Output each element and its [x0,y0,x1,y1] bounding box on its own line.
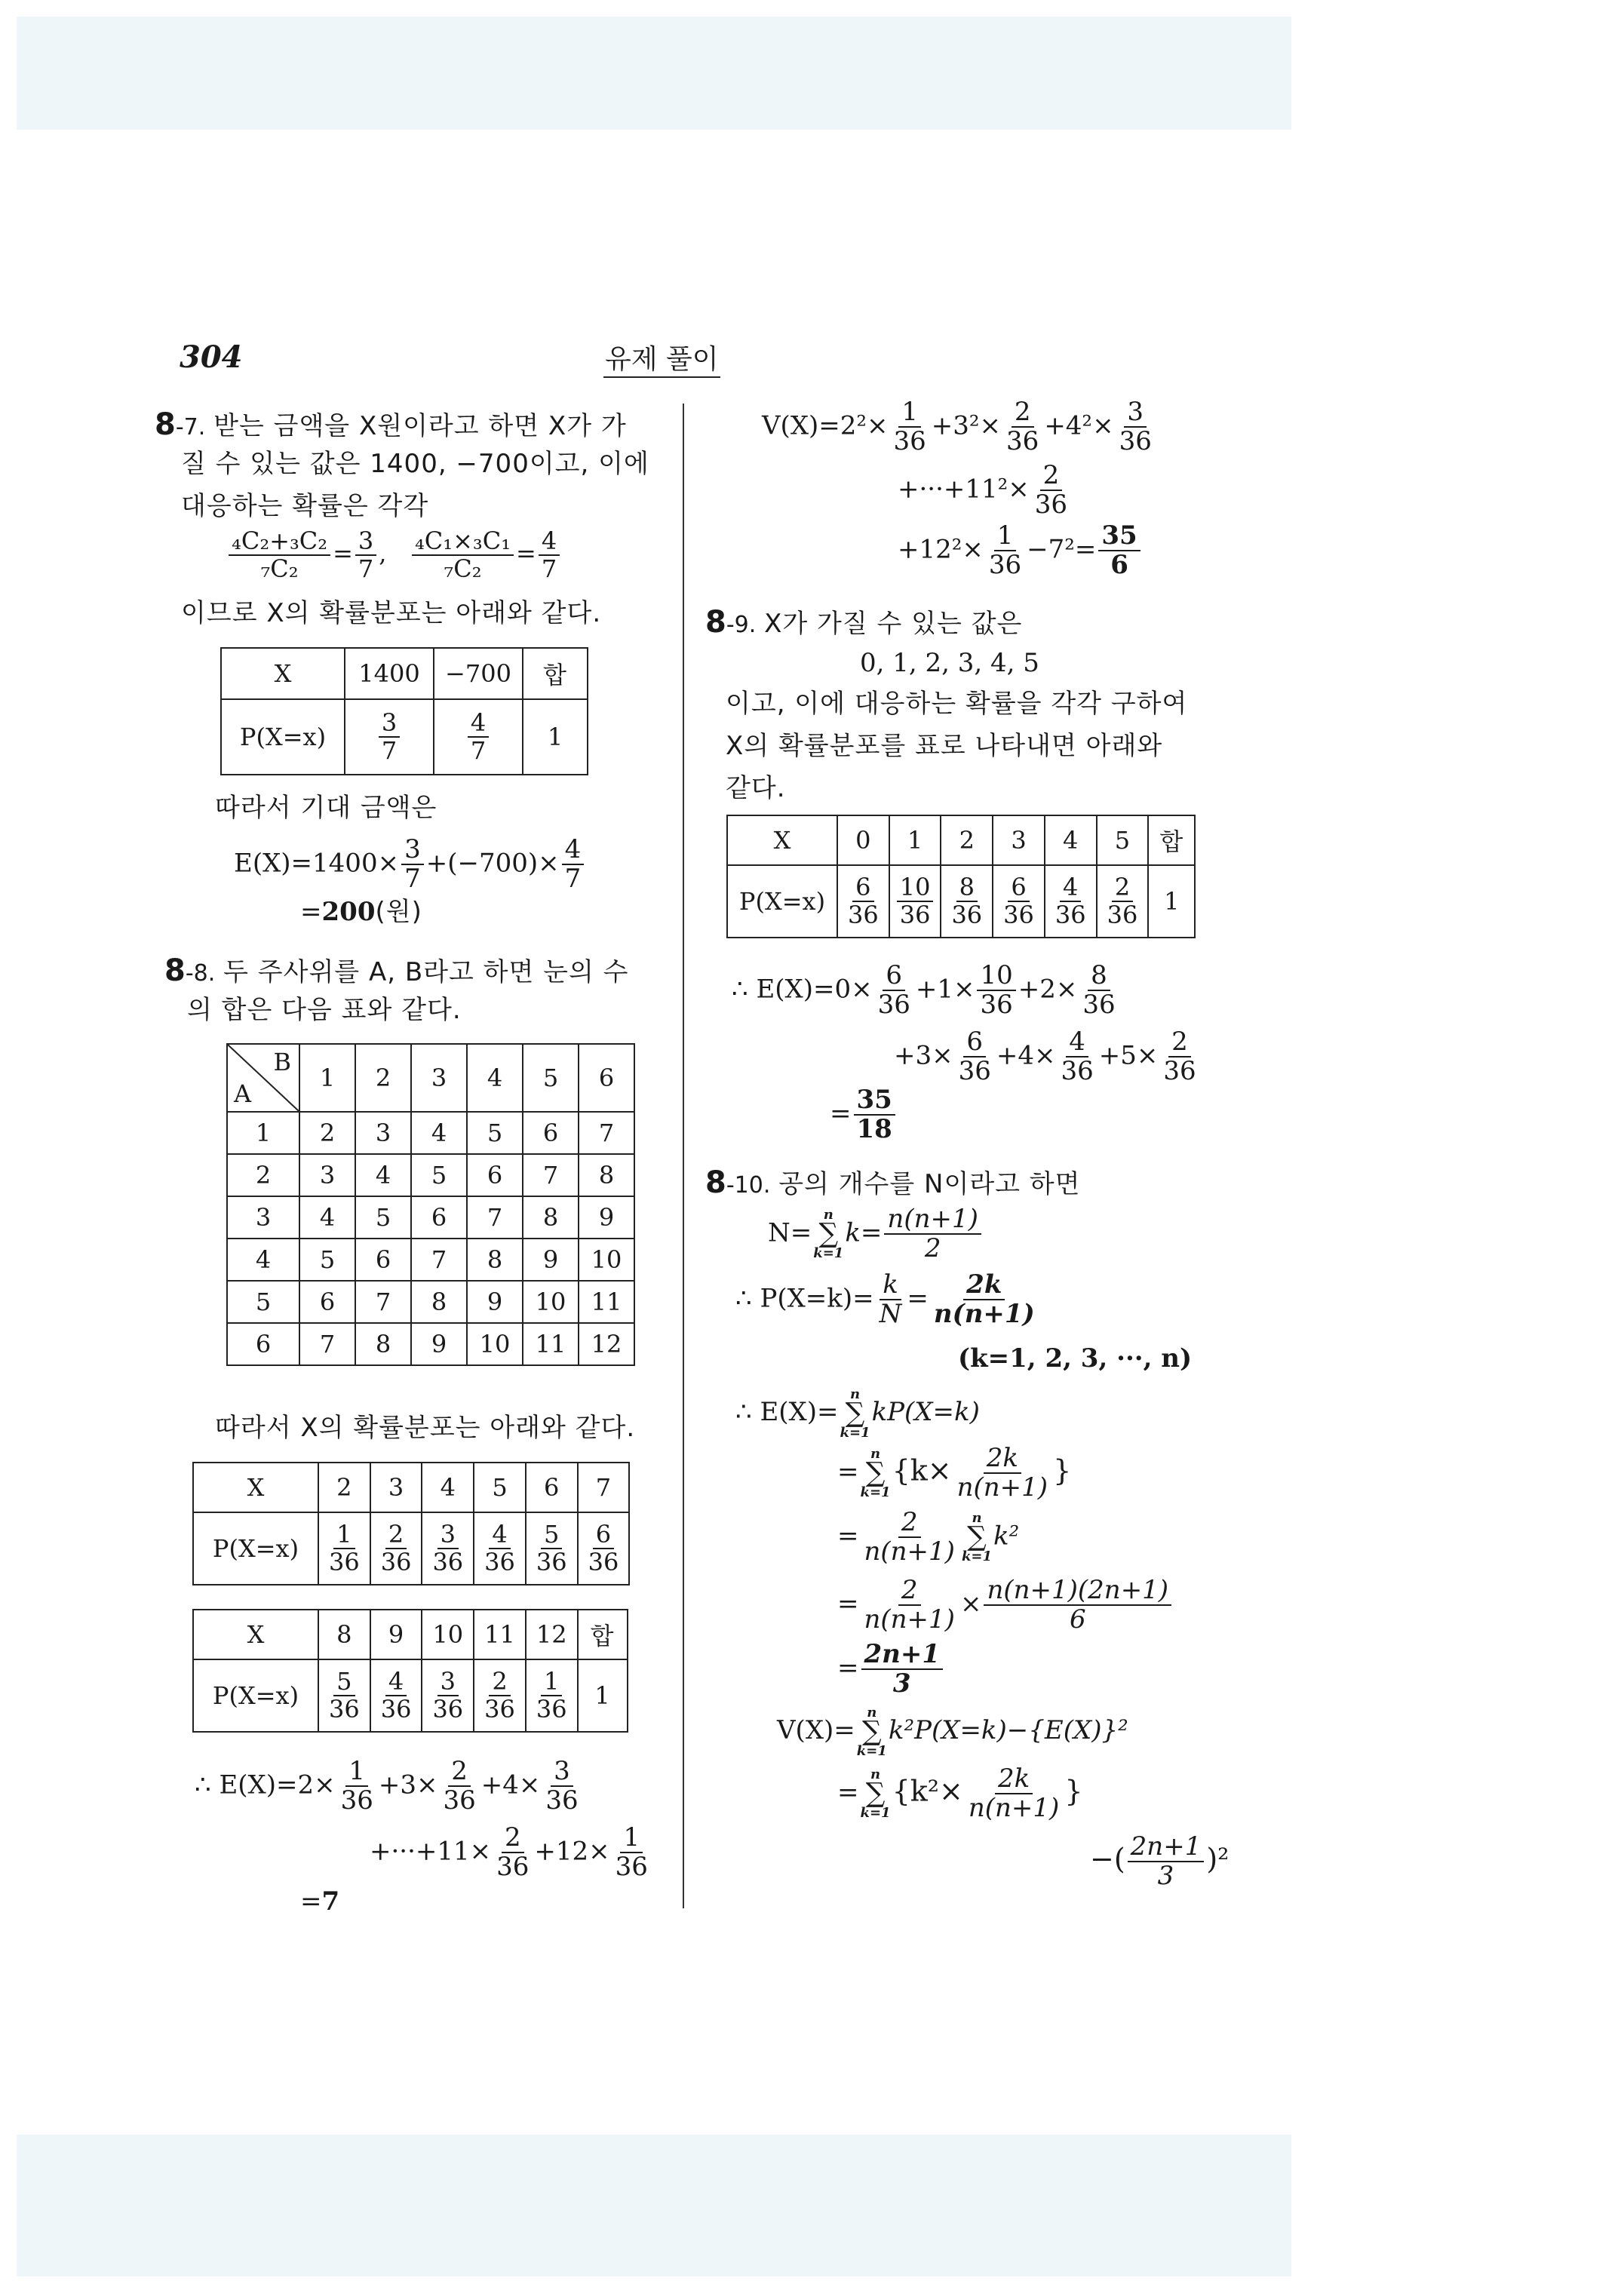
sum-cell: 9 [411,1323,467,1365]
table-cell: 합 [1148,815,1195,865]
sum-cell: 9 [579,1196,634,1239]
problem-8-9-values: 0, 1, 2, 3, 4, 5 [860,648,1039,678]
sum-cell: 7 [579,1112,634,1154]
corner-label-a: A [234,1079,252,1108]
table-row [193,1463,629,1512]
fraction: $\frac{4}{7}$ [539,528,560,582]
text: X가 가질 수 있는 값은 [764,609,1023,639]
section-title: 유제 풀이 [603,338,720,378]
sum-cell: 6 [467,1154,523,1196]
sum-cell: 11 [579,1281,634,1323]
table-cell: 2 [318,1463,370,1512]
table-cell: P(X=x) [193,1512,318,1585]
expected-value-8-10-eq-3: = $\frac{2}{n(n+1)}$ n ∑ k=1 k² [837,1507,1020,1567]
table-cell: $\frac{3}{7}$ [345,699,434,775]
table-cell: 4 [1045,815,1097,865]
sum-cell: 5 [467,1112,523,1154]
table-row [727,815,1195,865]
sum-cell: 8 [467,1239,523,1281]
problem-8-8-line-2: 의 합은 다음 표와 같다. [187,995,462,1025]
table-cell: $\frac{1}{36}$ [526,1659,578,1732]
problem-sub: -10. [726,1172,771,1199]
table-row [193,1512,629,1585]
problem-number: 8 [705,605,726,640]
expected-value-8-8-eq-1: ∴ E(X)=2× $\frac{1}{36}$ +3× $\frac{2}{36}$ +4× $\frac{3}{36}$ [195,1756,579,1816]
table-row [227,1281,634,1323]
row-header-a: 1 [227,1112,299,1154]
row-header-a: 2 [227,1154,299,1196]
table-cell: 1 [578,1659,628,1732]
table-cell: 7 [578,1463,630,1512]
prob-table-8-8-part-1 [192,1462,630,1585]
table-cell: P(X=x) [221,699,345,775]
top-scan-band [17,17,1291,130]
fraction: $\frac{\text{₄C₂+₃C₂}}{\text{₇C₂}}$ [229,528,330,582]
table-cell: 10 [422,1610,474,1659]
sum-cell: 3 [299,1154,355,1196]
variance-8-10-eq-3: −( $\frac{2n+1}{3}$ )² [1090,1831,1230,1892]
sum-cell: 7 [355,1281,411,1323]
sum-cell: 5 [355,1196,411,1239]
column-header-b: 5 [523,1044,579,1112]
dice-sum-table [226,1043,635,1366]
table-cell: $\frac{6}{36}$ [578,1512,630,1585]
variance-8-10-eq-1: V(X)= n ∑ k=1 k²P(X=k)−{E(X)}² [777,1705,1128,1760]
problem-8-8-line-1 [164,952,628,990]
fraction: $\frac{\text{₄C₁×₃C₁}}{\text{₇C₂}}$ [412,528,514,582]
expected-value-8-8-eq-3: =7 [300,1886,340,1917]
probability-formula: ∴ P(X=k)= $\frac{k}{N}$ = $\frac{2k}{n(n+1)}$ [735,1269,1035,1330]
problem-8-10-line-1 [705,1164,1081,1202]
table-cell: 합 [523,648,588,699]
column-header-b: 3 [411,1044,467,1112]
table-cell: $\frac{3}{36}$ [422,1512,474,1585]
table-cell: 3 [993,815,1045,865]
sum-cell: 8 [411,1281,467,1323]
table-cell: $\frac{2}{36}$ [370,1512,422,1585]
table-cell: $\frac{6}{36}$ [837,865,889,938]
column-divider [683,404,684,1908]
prob-table-8-9 [726,815,1196,938]
sum-cell: 5 [411,1154,467,1196]
sum-cell: 7 [411,1239,467,1281]
sum-cell: 6 [355,1239,411,1281]
sum-cell: 7 [523,1154,579,1196]
sum-cell: 4 [411,1112,467,1154]
table-cell: −700 [434,648,523,699]
table-cell: $\frac{4}{36}$ [1045,865,1097,938]
table-cell: $\frac{4}{7}$ [434,699,523,775]
table-cell: X [193,1610,318,1659]
row-header-a: 4 [227,1239,299,1281]
sum-cell: 5 [299,1239,355,1281]
table-cell: 12 [526,1610,578,1659]
expected-value-8-9-eq-3: = $\frac{35}{18}$ [830,1086,898,1144]
sum-cell: 6 [411,1196,467,1239]
sum-cell: 6 [523,1112,579,1154]
sum-cell: 9 [523,1239,579,1281]
expected-value-8-9-eq-1: ∴ E(X)=0× $\frac{6}{36}$ +1× $\frac{10}{36}$ +2× $\frac{8}{36}$ [732,960,1116,1021]
row-header-a: 5 [227,1281,299,1323]
table-cell: $\frac{2}{36}$ [474,1659,526,1732]
table-cell: $\frac{2}{36}$ [1097,865,1149,938]
combination-fractions: $\frac{\text{₄C₂+₃C₂}}{\text{₇C₂}}$ = $\frac{3}{7}$ , $\frac{\text{₄C₁×₃C₁}}{\text{₇C₂}}$ = $\frac{4}{7}$ [226,528,562,582]
problem-8-9-line-4: 같다. [726,773,786,803]
problem-sub: -8. [185,960,216,987]
page-number: 304 [180,339,243,375]
n-formula: N= n ∑ k=1 k= $\frac{n(n+1)}{2}$ [768,1205,984,1263]
table-cell: 0 [837,815,889,865]
problem-number: 8 [155,407,176,442]
problem-8-9-line-3: X의 확률분포를 표로 나타내면 아래와 [726,731,1163,761]
table-cell: P(X=x) [193,1659,318,1732]
prob-table-8-8-part-2 [192,1609,628,1733]
table-cell: X [193,1463,318,1512]
expected-value-eq-2: =200(원) [300,897,422,927]
expected-value-eq-1: E(X)=1400× $\frac{3}{7}$ +(−700)× $\frac{4}{7}$ [234,836,586,894]
variance-8-10-eq-2: = n ∑ k=1 {k²× $\frac{2k}{n(n+1)}$ } [837,1763,1083,1824]
k-range: (k=1, 2, 3, ···, n) [958,1343,1193,1374]
table-cell: 1 [1148,865,1195,938]
variance-8-8-eq-3: +12²× $\frac{1}{36}$ −7²= $\frac{35}{6}$ [898,522,1143,580]
column-header-b: 2 [355,1044,411,1112]
problem-number: 8 [705,1165,726,1200]
table-cell: $\frac{4}{36}$ [370,1659,422,1732]
problem-8-7-line-5: 따라서 기대 금액은 [215,793,437,823]
problem-number: 8 [164,953,186,988]
sum-cell: 8 [579,1154,634,1196]
table-row [727,865,1195,938]
table-cell: $\frac{5}{36}$ [526,1512,578,1585]
table-cell: 11 [474,1610,526,1659]
sum-cell: 4 [355,1154,411,1196]
sum-cell: 6 [299,1281,355,1323]
table-cell: 5 [474,1463,526,1512]
sum-cell: 10 [579,1239,634,1281]
table-cell: $\frac{1}{36}$ [318,1512,370,1585]
variance-8-8-eq-2: +···+11²× $\frac{2}{36}$ [898,460,1068,520]
sum-cell: 8 [355,1323,411,1365]
table-cell: $\frac{4}{36}$ [474,1512,526,1585]
problem-8-9-line-1 [705,603,1022,641]
expected-value-8-10-eq-2: = n ∑ k=1 {k× $\frac{2k}{n(n+1)}$ } [837,1443,1072,1503]
table-cell: $\frac{6}{36}$ [993,865,1045,938]
table-cell: 6 [526,1463,578,1512]
problem-8-7-line-3: 대응하는 확률은 각각 [181,491,429,521]
table-row [227,1239,634,1281]
expected-value-8-10-eq-4: = $\frac{2}{n(n+1)}$ × $\frac{n(n+1)(2n+1)}{6}$ [837,1576,1174,1635]
fraction: $\frac{3}{7}$ [355,528,376,582]
table-cell: $\frac{3}{36}$ [422,1659,474,1732]
corner-label-b: B [273,1048,291,1076]
table-cell: $\frac{5}{36}$ [318,1659,370,1732]
table-cell: 합 [578,1610,628,1659]
problem-8-8-line-3: 따라서 X의 확률분포는 아래와 같다. [215,1413,636,1443]
text: 받는 금액을 X원이라고 하면 X가 가 [213,411,627,441]
prob-table-8-7 [220,647,588,775]
sum-cell: 7 [299,1323,355,1365]
sum-cell: 7 [467,1196,523,1239]
table-cell: X [727,815,837,865]
bottom-scan-band [17,2135,1291,2276]
problem-sub: -7. [175,414,206,440]
variance-8-8-eq-1: V(X)=2²× $\frac{1}{36}$ +3²× $\frac{2}{36}$ +4²× $\frac{3}{36}$ [762,397,1152,457]
expected-value-8-8-eq-2: +···+11× $\frac{2}{36}$ +12× $\frac{1}{36}$ [370,1822,648,1883]
problem-8-7-line-2: 질 수 있는 값은 1400, −700이고, 이에 [181,449,649,479]
sum-cell: 4 [299,1196,355,1239]
sum-cell: 10 [523,1281,579,1323]
row-header-a: 3 [227,1196,299,1239]
table-row [227,1112,634,1154]
sum-cell: 11 [523,1323,579,1365]
column-header-b: 1 [299,1044,355,1112]
table-cell: $\frac{8}{36}$ [941,865,993,938]
sum-cell: 10 [467,1323,523,1365]
sum-cell: 3 [355,1112,411,1154]
table-cell: X [221,648,345,699]
table-cell: 5 [1097,815,1149,865]
table-cell: 4 [422,1463,474,1512]
sum-cell: 8 [523,1196,579,1239]
table-row [193,1610,628,1659]
column-header-b: 6 [579,1044,634,1112]
table-cell: 1 [889,815,941,865]
column-header-b: 4 [467,1044,523,1112]
expected-value-8-9-eq-2: +3× $\frac{6}{36}$ +4× $\frac{4}{36}$ +5× $\frac{2}{36}$ [894,1027,1196,1087]
sum-cell: 9 [467,1281,523,1323]
table-cell: 8 [318,1610,370,1659]
problem-8-7-line-1 [155,406,627,444]
table-cell: 1 [523,699,588,775]
expected-value-8-10-eq-1: ∴ E(X)= n ∑ k=1 kP(X=k) [735,1386,980,1441]
table-row [227,1196,634,1239]
text: 공의 개수를 N이라고 하면 [778,1169,1081,1199]
table-cell: 1400 [345,648,434,699]
table-cell: 9 [370,1610,422,1659]
table-cell: P(X=x) [727,865,837,938]
corner-cell [227,1044,299,1112]
text: 두 주사위를 A, B라고 하면 눈의 수 [223,957,629,987]
table-row [227,1154,634,1196]
sum-cell: 12 [579,1323,634,1365]
table-cell: 3 [370,1463,422,1512]
table-row [193,1659,628,1732]
expected-value-8-10-eq-5: = $\frac{2n+1}{3}$ [837,1641,945,1699]
problem-8-9-line-2: 이고, 이에 대응하는 확률을 각각 구하여 [726,689,1188,719]
problem-sub: -9. [726,612,757,638]
table-cell: $\frac{10}{36}$ [889,865,941,938]
row-header-a: 6 [227,1323,299,1365]
problem-8-7-line-4: 이므로 X의 확률분포는 아래와 같다. [181,598,602,628]
table-row [227,1323,634,1365]
table-cell: 2 [941,815,993,865]
sum-cell: 2 [299,1112,355,1154]
